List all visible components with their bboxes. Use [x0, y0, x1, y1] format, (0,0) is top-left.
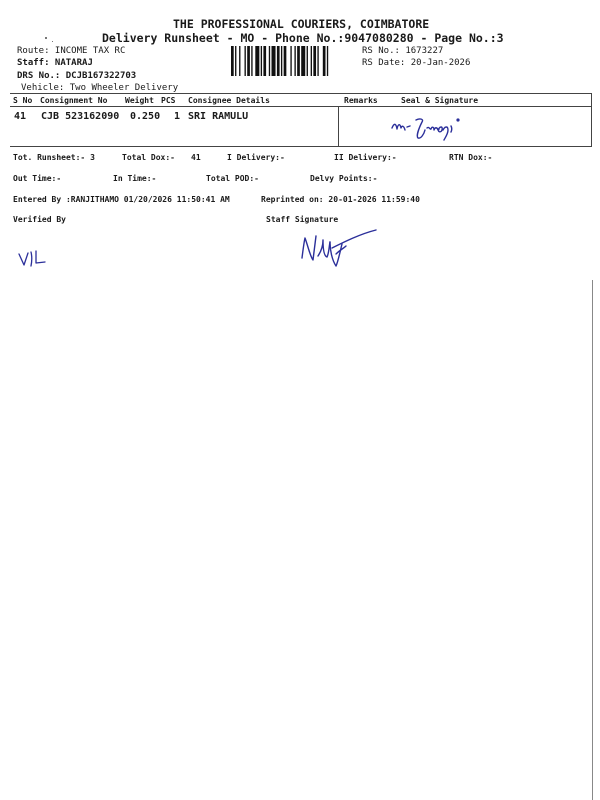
barcode-bar	[301, 46, 305, 76]
barcode-bar	[277, 46, 280, 76]
barcode-bar	[245, 46, 246, 76]
i-delivery: I Delivery:-	[227, 153, 285, 162]
rs-date: RS Date: 20-Jan-2026	[362, 58, 471, 68]
rs-number: RS No.: 1673227	[362, 46, 444, 56]
table-header-rule	[10, 106, 592, 107]
barcode-bar	[261, 46, 262, 76]
barcode-bar	[251, 46, 252, 76]
scan-speck	[45, 37, 47, 39]
scan-speck	[52, 41, 53, 42]
row-weight: 0.250	[130, 111, 161, 122]
remarks-divider	[338, 106, 339, 146]
out-time: Out Time:-	[13, 174, 62, 183]
barcode-bar	[294, 46, 295, 76]
staff-signature	[296, 226, 386, 274]
barcode-bar	[255, 46, 259, 76]
barcode-bar	[247, 46, 250, 76]
row-sno: 41	[14, 111, 27, 122]
col-header-pcs: PCS	[161, 96, 176, 105]
vehicle-label: Vehicle: Two Wheeler Delivery	[21, 83, 179, 93]
entered-by: Entered By :RANJITHAMO 01/20/2026 11:50:41 AM	[13, 195, 230, 204]
barcode-bar	[307, 46, 308, 76]
barcode-bar	[297, 46, 300, 76]
table-bottom-rule	[10, 146, 592, 147]
verifier-initials	[16, 246, 50, 270]
row-consignee: SRI RAMULU	[188, 111, 249, 122]
col-header-weight: Weight	[125, 96, 154, 105]
verified-by-label: Verified By	[13, 215, 66, 224]
rtn-dox: RTN Dox:-	[449, 153, 493, 162]
table-top-rule	[10, 93, 592, 94]
tot-runsheet: Tot. Runsheet:- 3	[13, 153, 95, 162]
barcode-bar	[263, 46, 266, 76]
col-header-consignee: Consignee Details	[188, 96, 270, 105]
barcode-bar	[323, 46, 326, 76]
barcode	[231, 46, 359, 76]
row-pcs: 1	[174, 111, 181, 122]
runsheet-title: Delivery Runsheet - MO - Phone No.:9047080280 - Page No.:3	[102, 31, 504, 45]
col-header-consignment: Consignment No	[40, 96, 108, 105]
receiver-signature	[388, 114, 488, 146]
scan-edge-line	[592, 280, 593, 800]
barcode-bar	[311, 46, 312, 76]
delvy-points: Delvy Points:-	[310, 174, 378, 183]
col-header-remarks: Remarks	[344, 96, 378, 105]
col-header-sno: S No	[13, 96, 33, 105]
total-dox-value: 41	[191, 153, 201, 162]
barcode-bar	[327, 46, 328, 76]
barcode-bar	[290, 46, 291, 76]
staff-label: Staff: NATARAJ	[17, 58, 93, 68]
barcode-bar	[317, 46, 318, 76]
col-header-seal-signature: Seal & Signature	[401, 96, 479, 105]
reprinted-on: Reprinted on: 20-01-2026 11:59:40	[261, 195, 420, 204]
barcode-bar	[269, 46, 270, 76]
staff-signature-label: Staff Signature	[266, 215, 339, 224]
barcode-bar	[284, 46, 287, 76]
barcode-bar	[281, 46, 282, 76]
barcode-bar	[231, 46, 234, 76]
total-pod: Total POD:-	[206, 174, 259, 183]
barcode-bar	[313, 46, 316, 76]
barcode-bar	[239, 46, 240, 76]
total-dox-label: Total Dox:-	[122, 153, 175, 162]
route-label: Route: INCOME TAX RC	[17, 46, 126, 56]
barcode-bar	[272, 46, 276, 76]
barcode-bar	[235, 46, 236, 76]
company-title: THE PROFESSIONAL COURIERS, COIMBATORE	[173, 17, 430, 31]
in-time: In Time:-	[113, 174, 157, 183]
drs-number: DRS No.: DCJB167322703	[17, 71, 137, 81]
table-right-edge	[591, 93, 592, 147]
row-consignment: CJB 523162090	[41, 111, 120, 122]
ii-delivery: II Delivery:-	[334, 153, 397, 162]
